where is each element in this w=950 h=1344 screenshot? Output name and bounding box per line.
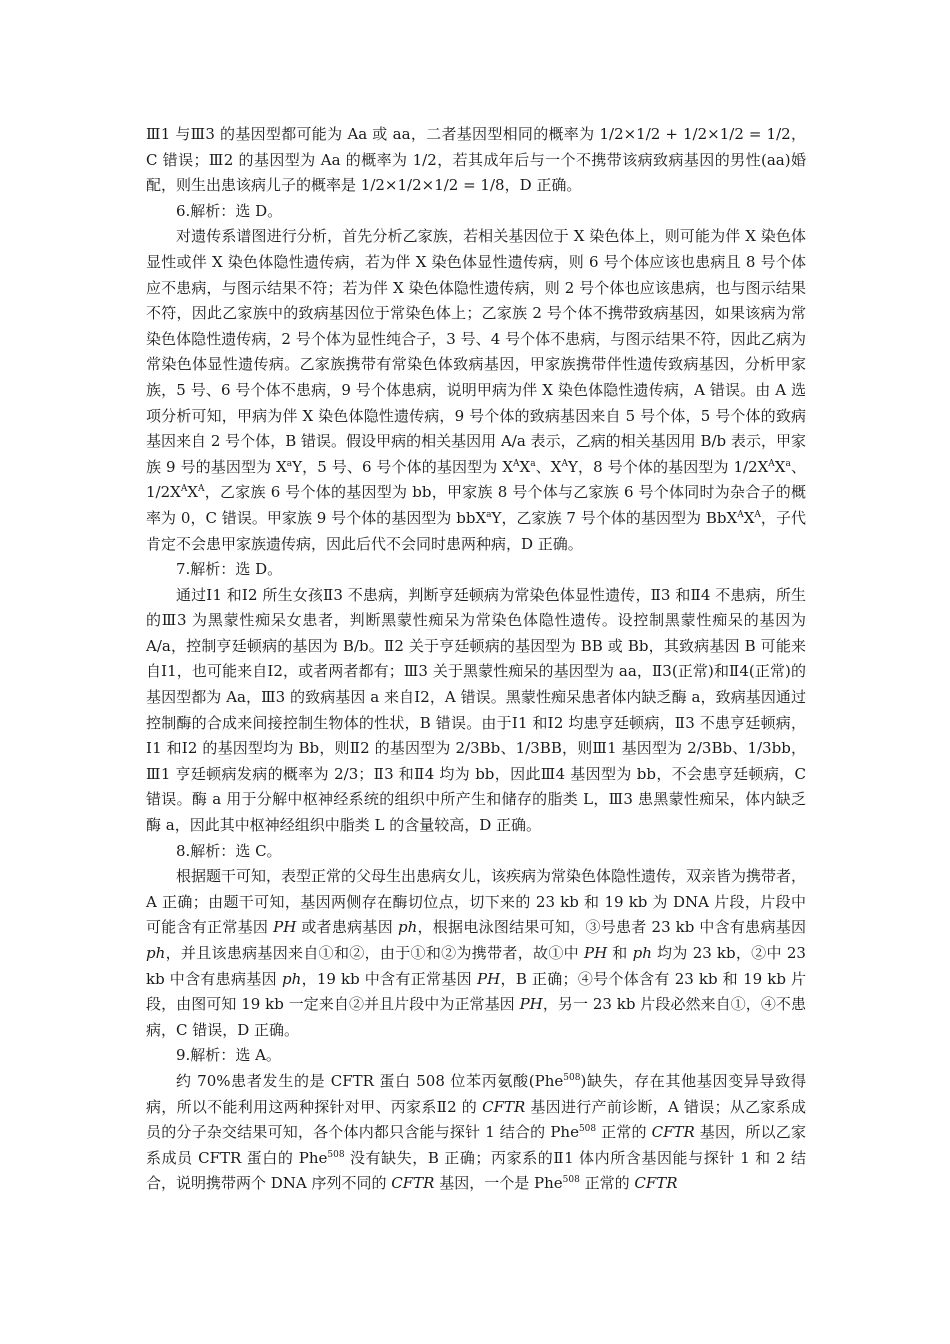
answer-label: 7.解析：	[176, 560, 236, 579]
explanation-paragraph-9: 约 70%患者发生的是 CFTR 蛋白 508 位苯丙氨酸(Phe$^{508}$)缺失，存在其他基因变异导致得病，所以不能利用这两种探针对甲、丙家系Ⅱ2 的 CFTR 基因进行产前诊断，A 错误；从乙家系成员的分子杂交结果可知，各个体内都只含能与探针 1 结合的 Phe$^{508}$ 正常的 CFTR 基因，所以乙家系成员 CFTR 蛋白的 Phe$^{508}$ 没有缺失，B 正确；丙家系的Ⅱ1 体内所含基因能与探针 1 和 2 结合，说明携带两个 DNA 序列不同的 CFTR 基因，一个是 Phe$^{508}$ 正常的 CFTR	[146, 1071, 807, 1193]
answer-label: 6.解析：	[176, 201, 236, 220]
explanation-paragraph-8: 根据题干可知，表型正常的父母生出患病女儿，该疾病为常染色体隐性遗传，双亲皆为携带者，A 正确；由题干可知，基因两侧存在酶切位点，切下来的 23 kb 和 19 kb 为 DNA 片段，片段中可能含有正常基因 PH 或者患病基因 ph，根据电泳图结果可知，③号患者 23 kb 中含有患病基因 ph，并且该患病基因来自①和②，由于①和②为携带者，故①中 PH 和 ph 均为 23 kb，②中 23 kb 中含有患病基因 ph，19 kb 中含有正常基因 PH，B 正确；④号个体含有 23 kb 和 19 kb 片段，由图可知 19 kb 一定来自②并且片段中为正常基因 PH，另一 23 kb 片段必然来自①，④不患病，C 错误，D 正确。	[146, 867, 807, 1039]
answer-label: 8.解析：	[176, 841, 236, 860]
document-body	[146, 122, 806, 1197]
answer-choice: 选 D。	[235, 201, 283, 220]
answer-choice: 选 C。	[235, 841, 282, 860]
answer-choice: 选 A。	[235, 1046, 281, 1065]
paragraph-continuation: Ⅲ1 与Ⅲ3 的基因型都可能为 Aa 或 aa，二者基因型相同的概率为 1/2×1/2 + 1/2×1/2 = 1/2，C 错误；Ⅲ2 的基因型为 Aa 的概率为 1/2，若其成年后与一个不携带该病致病基因的男性(aa)婚配，则生出患该病儿子的概率是 1/2×1/2×1/2 = 1/8，D 正确。	[146, 125, 806, 195]
answer-label: 9.解析：	[176, 1046, 236, 1065]
explanation-paragraph-6: 对遗传系谱图进行分析，首先分析乙家族，若相关基因位于 X 染色体上，则可能为伴 X 染色体显性或伴 X 染色体隐性遗传病，若为伴 X 染色体显性遗传病，则 6 号个体应该也患病且 8 号个体应不患病，与图示结果不符；若为伴 X 染色体隐性遗传病，则 2 号个体也应该患病，也与图示结果不符，因此乙家族中的致病基因位于常染色体上；乙家族 2 号个体不携带致病基因，如果该病为常染色体隐性遗传病，2 号个体为显性纯合子，3 号、4 号个体不患病，与图示结果不符，因此乙病为常染色体显性遗传病。乙家族携带有常染色体致病基因，甲家族携带伴性遗传致病基因，分析甲家族，5 号、6 号个体不患病，9 号个体患病，说明甲病为伴 X 染色体隐性遗传病，A 错误。由 A 选项分析可知，甲病为伴 X 染色体隐性遗传病，9 号个体的致病基因来自 5 号个体，5 号个体的致病基因来自 2 号个体，B 错误。假设甲病的相关基因用 A/a 表示，乙病的相关基因用 B/b 表示，甲家族 9 号的基因型为 $X^aY$，5 号、6 号个体的基因型为 $X^AX^a$、$X^AY$，8 号个体的基因型为 $1/2X^AX^a$、$1/2X^AX^A$，乙家族 6 号个体的基因型为 bb，甲家族 8 号个体与乙家族 6 号个体同时为杂合子的概率为 0，C 错误。甲家族 9 号个体的基因型为 bbX$^a$Y，乙家族 7 号个体的基因型为 $BbX^AX^A$，子代肯定不会患甲家族遗传病，因此后代不会同时患两种病，D 正确。	[146, 227, 806, 553]
answer-choice: 选 D。	[235, 560, 283, 579]
answer-heading-7	[146, 557, 806, 583]
explanation-paragraph-7: 通过Ⅰ1 和Ⅰ2 所生女孩Ⅱ3 不患病，判断亨廷顿病为常染色体显性遗传，Ⅱ3 和Ⅱ4 不患病，所生的Ⅲ3 为黑蒙性痴呆女患者，判断黑蒙性痴呆为常染色体隐性遗传。设控制黑蒙性痴呆的基因为 A/a，控制亨廷顿病的基因为 B/b。Ⅱ2 关于亨廷顿病的基因型为 BB 或 Bb，其致病基因 B 可能来自Ⅰ1，也可能来自Ⅰ2，或者两者都有；Ⅲ3 关于黑蒙性痴呆的基因型为 aa，Ⅱ3(正常)和Ⅱ4(正常)的基因型都为 Aa，Ⅲ3 的致病基因 a 来自Ⅰ2，A 错误。黑蒙性痴呆患者体内缺乏酶 a，致病基因通过控制酶的合成来间接控制生物体的性状，B 错误。由于Ⅰ1 和Ⅰ2 均患亨廷顿病，Ⅱ3 不患亨廷顿病，Ⅰ1 和Ⅰ2 的基因型均为 Bb，则Ⅱ2 的基因型为 2/3Bb、1/3BB，则Ⅲ1 基因型为 2/3Bb、1/3bb，Ⅲ1 亨廷顿病发病的概率为 2/3；Ⅱ3 和Ⅱ4 均为 bb，因此Ⅲ4 基因型为 bb，不会患亨廷顿病，C 错误。酶 a 用于分解中枢神经系统的组织中所产生和储存的脂类 L，Ⅲ3 患黑蒙性痴呆，体内缺乏酶 a，因此其中枢神经组织中脂类 L 的含量较高，D 正确。	[146, 585, 806, 835]
answer-heading-8	[146, 839, 806, 865]
answer-heading-9	[146, 1043, 806, 1069]
answer-heading-6	[146, 199, 806, 225]
